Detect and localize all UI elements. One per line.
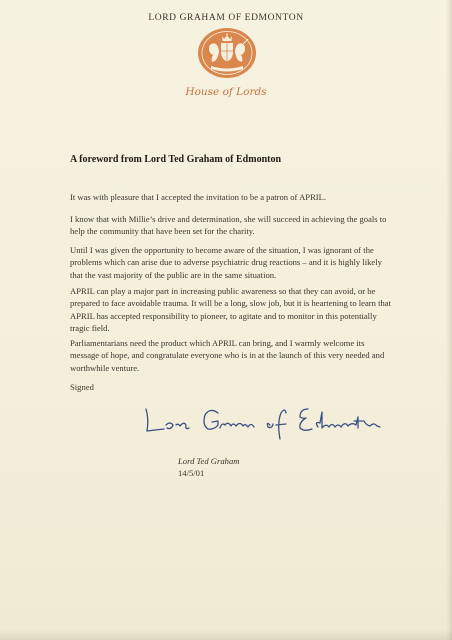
signatory-name: Lord Ted Graham xyxy=(178,456,240,466)
letter-date: 14/5/01 xyxy=(178,468,205,478)
signed-label: Signed xyxy=(70,382,94,392)
letter-heading: A foreword from Lord Ted Graham of Edmonton xyxy=(70,154,282,165)
paragraph-4: APRIL can play a major part in increasing public awareness so that they can avoid, or be prepared to face avoidable trauma. It will be a long, slow job, but it is heartening to learn that APRIL has accepted responsibility to pioneer, to agitate and to monitor in this potentially tragic field. xyxy=(70,286,391,334)
paragraph-2: I know that with Millie’s drive and determination, she will succeed in achieving the goals to help the community that have been set for the charity. xyxy=(70,214,387,237)
paragraph-1: It was with pleasure that I accepted the invitation to be a patron of APRIL. xyxy=(70,192,327,202)
paragraph-3: Until I was given the opportunity to become aware of the situation, I was ignorant of the problems which can arise due to adverse psychiatric drug reactions – and it is highly likely that the vast majority of the public are in the same situation. xyxy=(70,245,382,280)
paragraph-5: Parliamentarians need the product which APRIL can bring, and I warmly welcome its message of hope, and congratulate everyone who is in at the launch of this very needed and worthwhile venture. xyxy=(70,338,385,373)
handwritten-signature xyxy=(140,395,415,445)
house-of-lords-label: House of Lords xyxy=(185,86,267,98)
royal-crest-icon xyxy=(197,27,257,79)
page-bottom-shadow xyxy=(0,630,452,640)
letterhead-title: LORD GRAHAM OF EDMONTON xyxy=(148,13,304,23)
